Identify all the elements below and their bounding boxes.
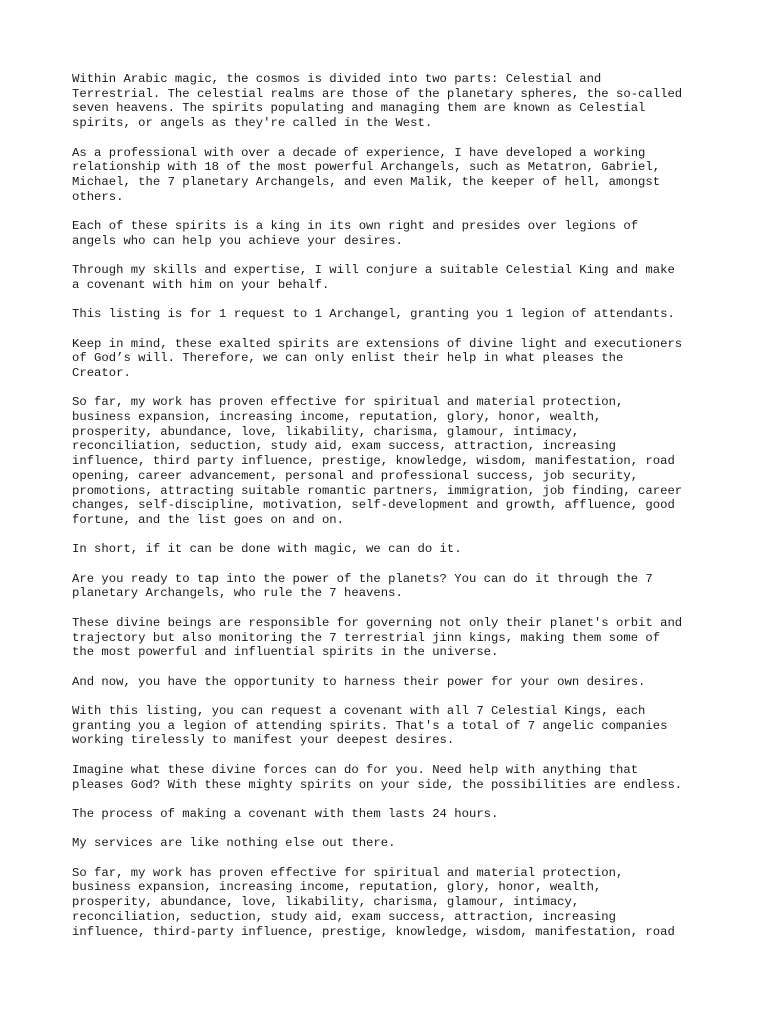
paragraph-divine-will: Keep in mind, these exalted spirits are extensions of divine light and executioners of God’s will. Therefore, we can only enlist their help in what pleases the Creator. [72,336,683,380]
paragraph-effectiveness: So far, my work has proven effective for spiritual and material protection, business expansion, increasing income, reputation, glory, honor, wealth, prosperity, abundance, love, likability, charisma, glamour, intimacy, reconciliation, seduction, study aid, exam success, attraction, increasing influence, third party influence, prestige, knowledge, wisdom, manifestation, road opening, career advancement, personal and professional success, job security, promotions, attracting suitable romantic partners, immigration, job finding, career changes, self-discipline, motivation, self-development and growth, affluence, good fortune, and the list goes on and on. [72,395,683,527]
paragraph-imagine: Imagine what these divine forces can do for you. Need help with anything that pleases God? With these mighty spirits on your side, the possibilities are endless. [72,762,683,792]
paragraph-planets: Are you ready to tap into the power of the planets? You can do it through the 7 planetary Archangels, who rule the 7 heavens. [72,571,653,601]
paragraph-divine-beings: These divine beings are responsible for governing not only their planet's orbit and trajectory but also monitoring the 7 terrestrial jinn kings, making them some of the most powerful and influential spirits in the universe. [72,615,683,660]
paragraph-opportunity: And now, you have the opportunity to harness their power for your own desires. [72,674,646,689]
paragraph-celestial-terrestrial: Within Arabic magic, the cosmos is divided into two parts: Celestial and Terrestrial. The celestial realms are those of the planetary spheres, the so-called seven heavens. The spirits populating and managing them are known as Celestial spirits, or angels as they're called in the West. [72,72,683,131]
paragraph-experience: As a professional with over a decade of experience, I have developed a working relationship with 18 of the most powerful Archangels, such as Metatron, Gabriel, Michael, the 7 planetary Archangels, and even Malik, the keeper of hell, amongst others. [72,145,661,204]
paragraph-services: My services are like nothing else out there. [72,836,396,851]
paragraph-in-short: In short, if it can be done with magic, we can do it. [72,542,462,557]
paragraph-effectiveness-repeat: So far, my work has proven effective for spiritual and material protection, business expansion, increasing income, reputation, glory, honor, wealth, prosperity, abundance, love, likability, charisma, glamour, intimacy, reconciliation, seduction, study aid, exam success, attraction, increasing influence, third-party influence, prestige, knowledge, wisdom, manifestation, road [72,865,675,939]
paragraph-listing-scope: This listing is for 1 request to 1 Archangel, granting you 1 legion of attendants. [72,307,675,322]
document-page [72,72,712,954]
paragraph-process-duration: The process of making a covenant with them lasts 24 hours. [72,806,499,821]
paragraph-conjure: Through my skills and expertise, I will conjure a suitable Celestial King and make a covenant with him on your behalf. [72,263,675,292]
paragraph-covenant-seven: With this listing, you can request a covenant with all 7 Celestial Kings, each granting you a legion of attending spirits. That's a total of 7 angelic companies working tirelessly to manifest your deepest desires. [72,704,668,748]
paragraph-spirit-kings: Each of these spirits is a king in its own right and presides over legions of angels who can help you achieve your desires. [72,219,639,248]
